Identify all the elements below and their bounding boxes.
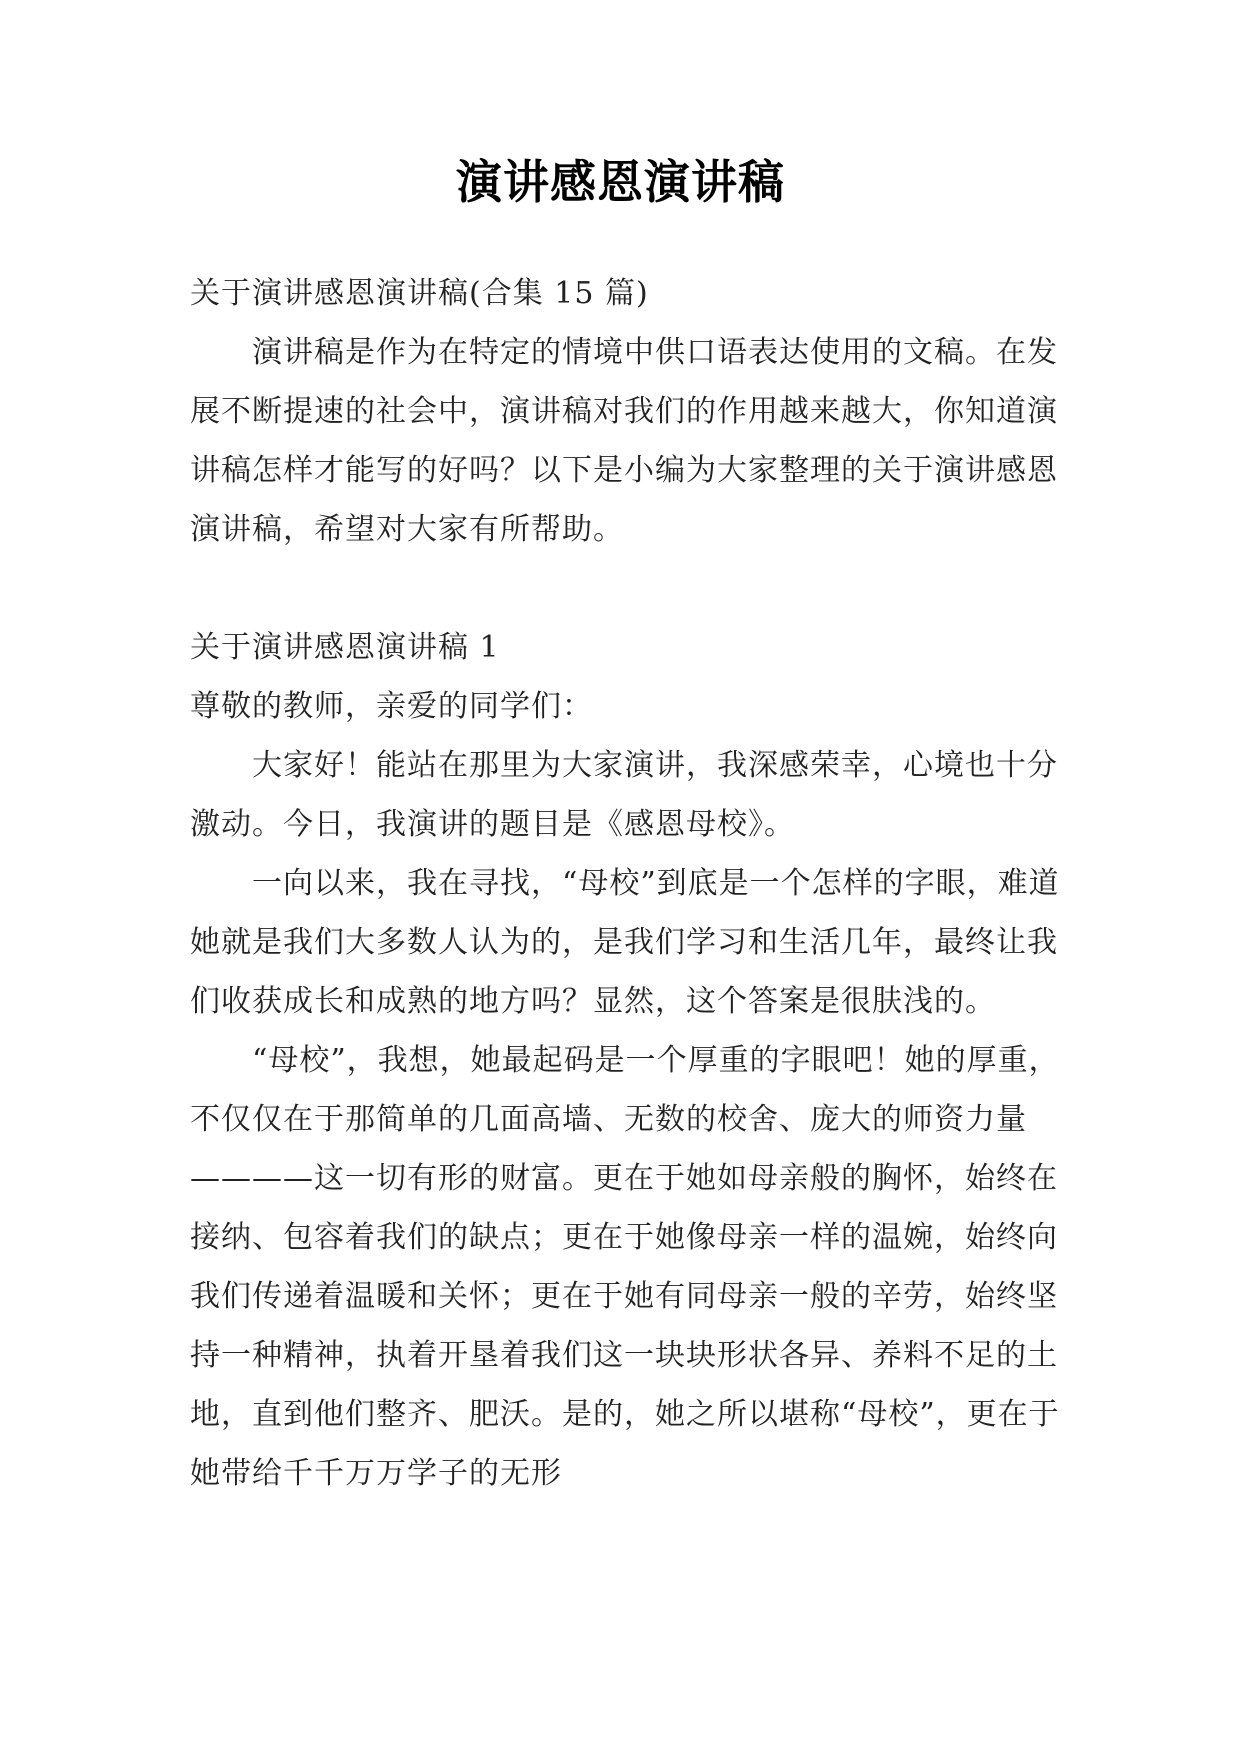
intro-paragraph: 演讲稿是作为在特定的情境中供口语表达使用的文稿。在发展不断提速的社会中，演讲稿对我们的作用越来越大，你知道演讲稿怎样才能写的好吗？以下是小编为大家整理的关于演讲感恩演讲稿，希望对大家有所帮助。 — [190, 335, 1058, 547]
section-heading: 关于演讲感恩演讲稿 1 — [190, 630, 500, 665]
paragraph-gap — [190, 559, 1065, 618]
body-paragraph-3: “母校”，我想，她最起码是一个厚重的字眼吧！她的厚重，不仅仅在于那简单的几面高墙、无数的校舍、庞大的师资力量————这一切有形的财富。更在于她如母亲般的胸怀，始终在接纳、包容着我们的缺点；更在于她像母亲一样的温婉，始终向我们传递着温暖和关怀；更在于她有同母亲一般的辛劳，始终坚持一种精神，执着开垦着我们这一块块形状各异、养料不足的土地，直到他们整齐、肥沃。是的，她之所以堪称“母校”，更在于她带给千千万万学子的无形 — [190, 1043, 1060, 1491]
salutation: 尊敬的教师，亲爱的同学们： — [190, 689, 593, 724]
body-paragraph-2: 一向以来，我在寻找，“母校”到底是一个怎样的字眼，难道她就是我们大多数人认为的，是我们学习和生活几年，最终让我们收获成长和成熟的地方吗？显然，这个答案是很肤浅的。 — [190, 866, 1060, 1019]
body-paragraph-1: 大家好！能站在那里为大家演讲，我深感荣幸，心境也十分激动。今日，我演讲的题目是《感恩母校》。 — [190, 748, 1058, 842]
document-title: 演讲感恩演讲稿 — [456, 155, 785, 209]
intro-heading: 关于演讲感恩演讲稿(合集 15 篇) — [190, 276, 649, 311]
document-body — [190, 264, 1065, 1503]
